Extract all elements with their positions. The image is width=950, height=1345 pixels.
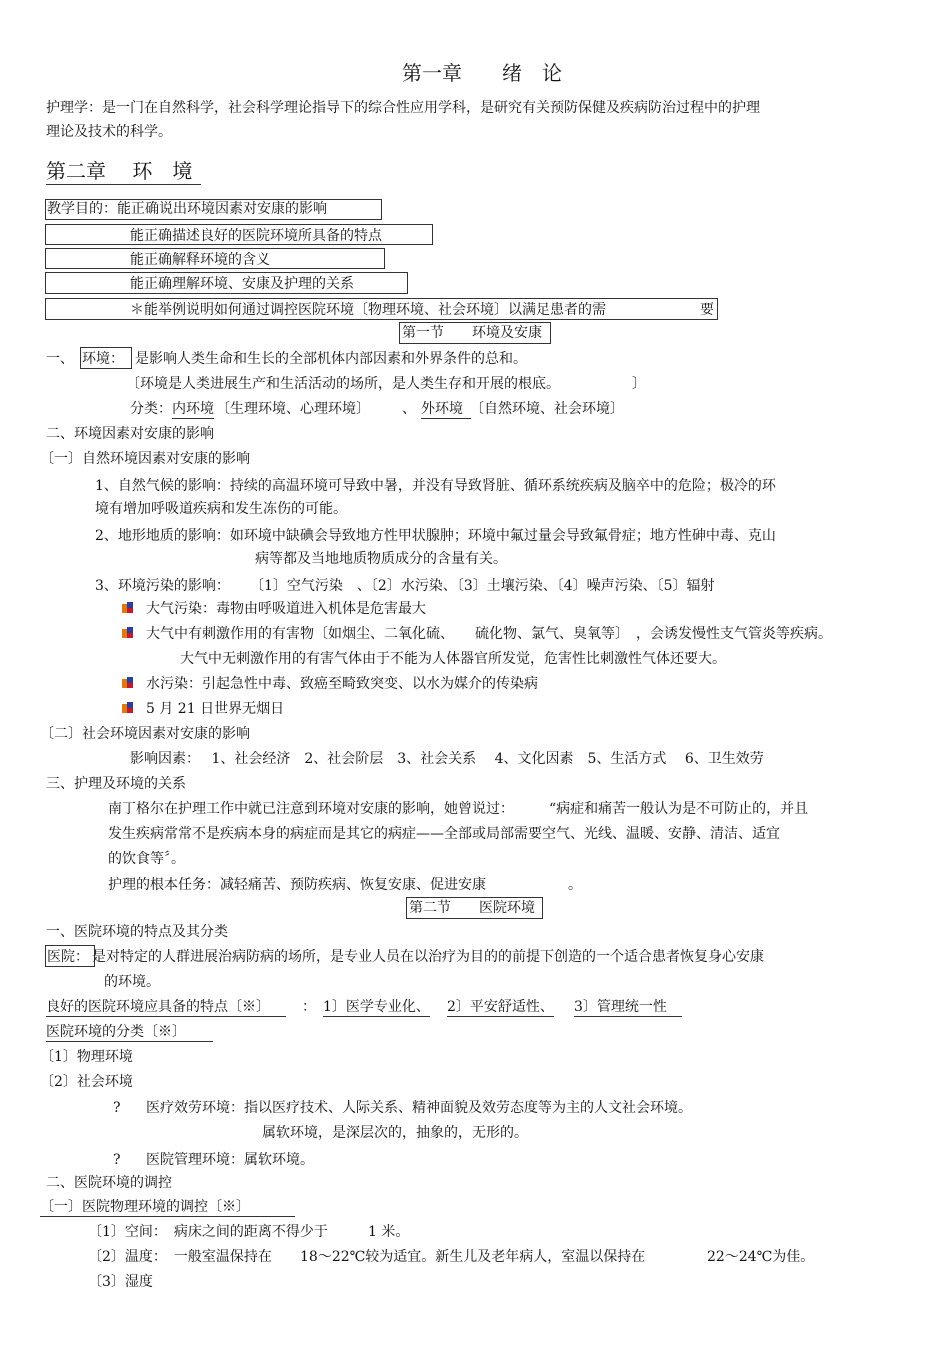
climate-line2: 境有增加呼吸道疾病和发生冻伤的可能。: [95, 501, 347, 517]
heading-env-health: 二、环境因素对安康的影响: [46, 426, 214, 442]
env-term: 环境：: [82, 351, 124, 367]
nightingale-quote-line3: 的饮食等〞。: [108, 851, 185, 867]
colored-square-bullet-icon: [122, 702, 134, 714]
features-label: 良好的医院环境应具备的特点〔※〕: [46, 998, 286, 1017]
heading-env-control: 二、医院环境的调控: [46, 1175, 172, 1191]
goal-2: 能正确描述良好的医院环境所具备的特点: [130, 228, 382, 244]
classification-label: 分类：: [130, 401, 172, 417]
medical-service-env-note: 属软环境，是深层次的，抽象的，无形的。: [262, 1125, 528, 1141]
section2-title: 第二节 医院环境: [409, 900, 535, 916]
irritant-gases: 大气中有刺激作用的有害物〔如烟尘、二氧化硫、 硫化物、氯气、臭氧等〕 ，会诱发慢性支气管炎等疾病。: [146, 626, 832, 642]
social-factors: 影响因素： 1、社会经济 2、社会阶层 3、社会关系 4、文化因素 5、生活方式 6、卫生效劳: [130, 751, 764, 767]
inner-environment: 内环境: [172, 401, 214, 417]
heading-nursing-env: 三、护理及环境的关系: [46, 776, 186, 792]
humidity-item: 〔3〕湿度: [88, 1274, 153, 1290]
section1-title: 第一节 环境及安康: [402, 325, 542, 341]
temperature-value: 18～22℃较为适宜。新生儿及老年病人，室温以保持在: [300, 1249, 646, 1265]
nursing-task: 护理的根本任务：减轻痛苦、预防疾病、恢复安康、促进安康: [108, 877, 486, 893]
climate-line1: 1、自然气候的影响：持续的高温环境可导致中暑，并没有导致肾脏、循环系统疾病及脑卒中的危险；极冷的环: [95, 478, 776, 494]
goal-1: 教学目的：能正确说出环境因素对安康的影响: [47, 201, 327, 217]
missing-bullet-glyph: ?: [113, 1152, 121, 1168]
space-value: 1 米。: [368, 1224, 410, 1240]
chapter2-title: 第二章 环 境: [46, 158, 201, 185]
medical-service-env: 医疗效劳环境：指以医疗技术、人际关系、精神面貌及效劳态度等为主的人文社会环境。: [146, 1100, 692, 1116]
colored-square-bullet-icon: [122, 602, 134, 614]
heading-hospital-features: 一、医院环境的特点及其分类: [46, 924, 228, 940]
water-pollution: 水污染：引起急性中毒、致癌至畸致突变、以水为媒介的传染病: [146, 676, 538, 692]
hospital-term: 医院：: [47, 949, 89, 965]
classification-separator: 、: [402, 401, 416, 417]
heading-social-env: 〔二〕社会环境因素对安康的影响: [40, 726, 250, 742]
pollution-items: 〔1〕空气污染 、〔2〕水污染、〔3〕土壤污染、〔4〕噪声污染、〔5〕辐射: [250, 578, 715, 594]
nightingale-quote-line2: 发生疾病常常不是疾病本身的病症而是其它的病症——全部或局部需要空气、光线、温暖、安静、清洁、适宜: [108, 826, 780, 842]
colored-square-bullet-icon: [122, 627, 134, 639]
inner-environment-detail: 〔生理环境、心理环境〕: [216, 401, 370, 417]
feature-2: 2〕平安舒适性、: [447, 999, 554, 1015]
classification-title: 医院环境的分类〔※〕: [46, 1023, 213, 1042]
non-irritant-gases: 大气中无刺激作用的有害气体由于不能为人体器官所发觉，危害性比刺激性气体还要大。: [180, 651, 726, 667]
outer-environment: 外环境: [421, 400, 471, 419]
features-colon: ：: [302, 999, 316, 1015]
geology-line1: 2、地形地质的影响：如环境中缺碘会导致地方性甲状腺肿；环境中氟过量会导致氟骨症；地方性砷中毒、克山: [95, 528, 776, 544]
colored-square-bullet-icon: [122, 677, 134, 689]
chapter1-title: 第一章 绪 论: [402, 61, 562, 85]
outer-environment-detail: 〔自然环境、社会环境〕: [470, 401, 624, 417]
hospital-definition-line2: 的环境。: [104, 974, 160, 990]
social-environment: 〔2〕社会环境: [40, 1074, 133, 1090]
temperature-item: 〔2〕温度： 一般室温保持在: [88, 1249, 272, 1265]
feature-1: 1〕医学专业化、: [323, 999, 430, 1015]
item-number-1: 一、: [46, 351, 74, 367]
env-note: 〔环境是人类进展生产和生活活动的场所，是人类生存和开展的根底。: [126, 376, 560, 392]
physical-environment: 〔1〕物理环境: [40, 1049, 133, 1065]
goal-4: 能正确理解环境、安康及护理的关系: [130, 276, 354, 292]
env-definition: 是影响人类生命和生长的全部机体内部因素和外界条件的总和。: [135, 351, 527, 367]
env-note-end: 〕: [632, 376, 646, 392]
goal-5: ＊能举例说明如何通过调控医院环境〔物理环境、社会环境〕以满足患者的需: [130, 302, 606, 318]
goal-3: 能正确解释环境的含义: [130, 252, 270, 268]
missing-bullet-glyph: ?: [113, 1100, 121, 1116]
space-item: 〔1〕空间： 病床之间的距离不得少于: [88, 1224, 328, 1240]
feature-3: 3〕管理统一性: [574, 998, 682, 1017]
hospital-definition: 是对特定的人群进展治病防病的场所，是专业人员在以治疗为目的的前提下创造的一个适合患者恢复身心安康: [92, 949, 764, 965]
physical-env-control: 〔一〕医院物理环境的调控〔※〕: [40, 1198, 295, 1217]
management-env: 医院管理环境：属软环境。: [146, 1152, 314, 1168]
geology-line2: 病等都及当地地质物质成分的含量有关。: [255, 551, 507, 567]
no-tobacco-day: 5 月 21 日世界无烟日: [146, 701, 285, 717]
nursing-definition-line1: 护理学：是一门在自然科学，社会科学理论指导下的综合性应用学科，是研究有关预防保健及疾病防治过程中的护理: [46, 100, 760, 116]
air-pollution: 大气污染：毒物由呼吸道进入机体是危害最大: [146, 601, 426, 617]
nursing-definition-line2: 理论及技术的科学。: [46, 124, 172, 140]
nightingale-quote-line1: 南丁格尔在护理工作中就已注意到环境对安康的影响，她曾说过： “病症和痛苦一般认为是不可防止的，并且: [108, 801, 809, 817]
temperature-elderly-value: 22～24℃为佳。: [707, 1249, 815, 1265]
heading-natural-env: 〔一〕自然环境因素对安康的影响: [40, 451, 250, 467]
goal-5-end: 要: [700, 302, 714, 318]
nursing-task-end: 。: [568, 877, 582, 893]
pollution-label: 3、环境污染的影响：: [95, 578, 230, 594]
